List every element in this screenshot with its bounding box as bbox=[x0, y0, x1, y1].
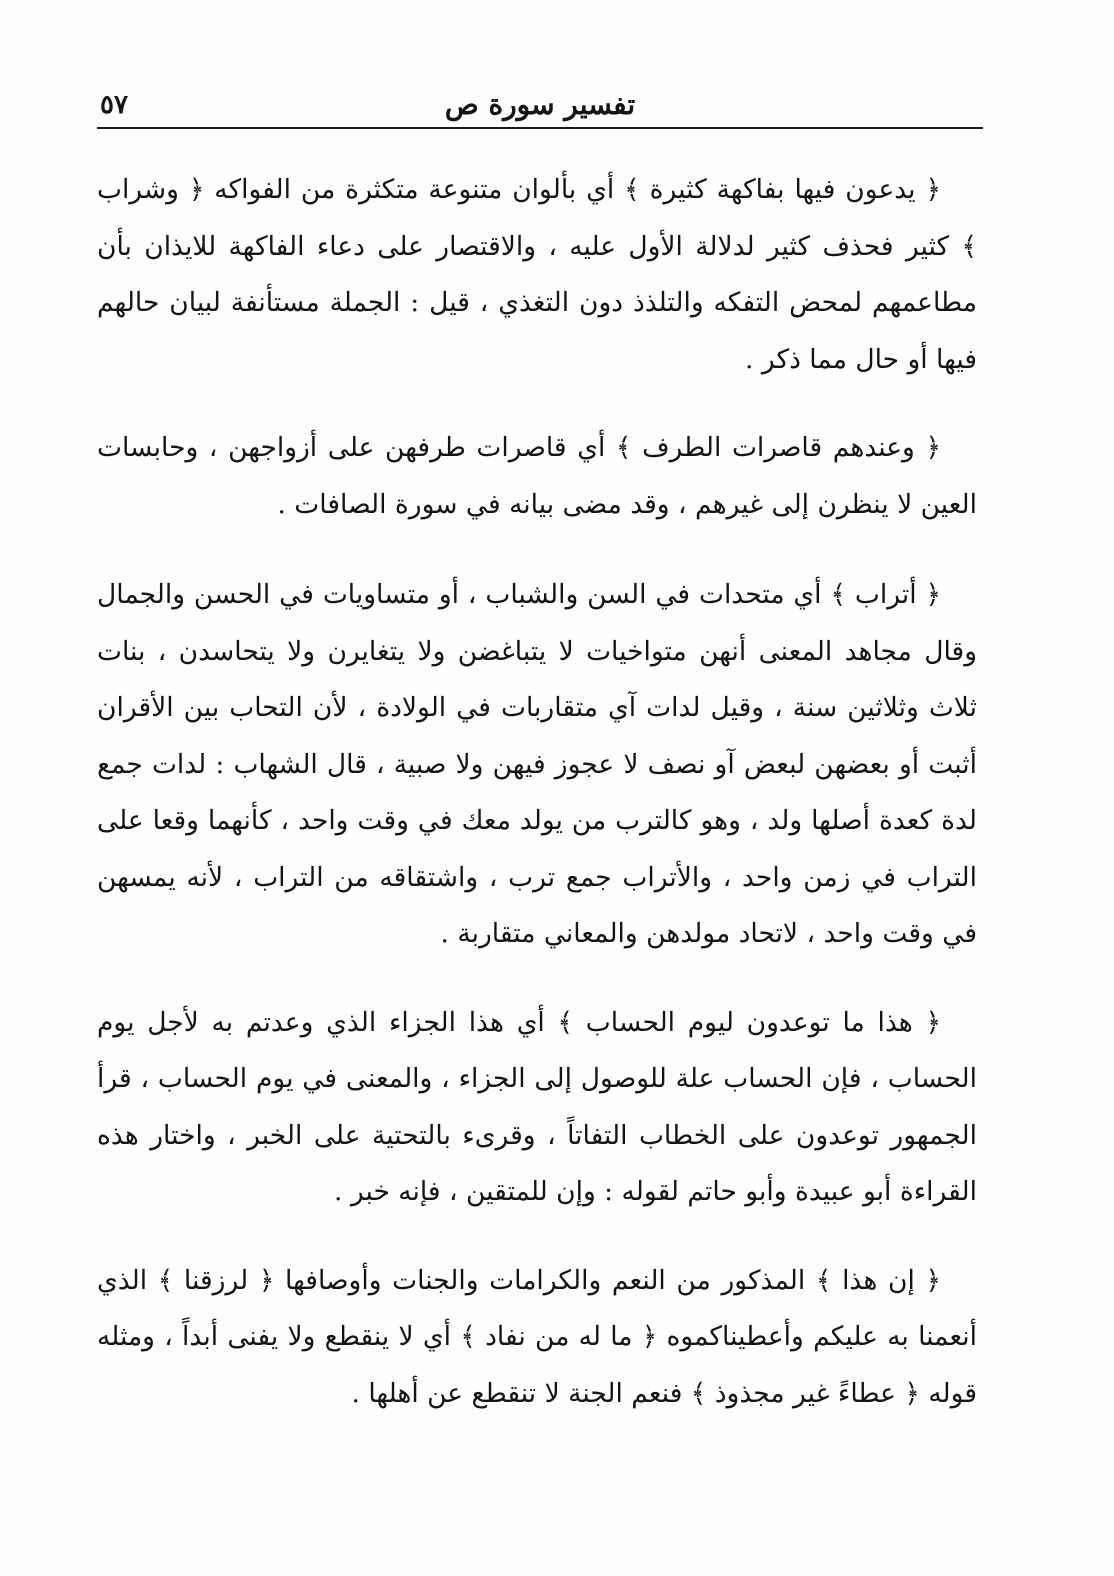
body-text bbox=[97, 162, 977, 1454]
paragraph-fruit-drink: ﴿ يدعون فيها بفاكهة كثيرة ﴾ أي بألوان متنوعة متكثرة من الفواكه ﴿ وشراب ﴾ كثير فحذف كثير لدلالة الأول عليه ، والاقتصار على دعاء الفاكهة للايذان بأن مطاعمهم لمحض التفكه والتلذذ دون التغذي ، قيل : الجملة مستأنفة لبيان حالهم فيها أو حال مما ذكر . bbox=[97, 174, 977, 375]
header-divider bbox=[97, 127, 983, 129]
page-number: ٥٧ bbox=[100, 90, 128, 120]
page-title: تفسير سورة ص bbox=[444, 88, 636, 121]
paragraph-atrab: ﴿ أتراب ﴾ أي متحدات في السن والشباب ، أو متساويات في الحسن والجمال وقال مجاهد المعنى أنهن متواخيات لا يتباغضن ولا يتغايرن ولا يتحاسدن ، بنات ثلاث وثلاثين سنة ، وقيل لدات آي متقاربات في الولادة ، لأن التحاب بين الأقران أثبت أو بعضهن لبعض آو نصف لا عجوز فيهن ولا صبية ، قال الشهاب : لدات جمع لدة كعدة أصلها ولد ، وهو كالترب من يولد معك في وقت واحد ، كأنهما وقعا على التراب في زمن واحد ، والأتراب جمع ترب ، واشتقاقه من التراب ، لأنه يمسهن في وقت واحد ، لاتحاد مولدهن والمعاني متقاربة . bbox=[97, 579, 977, 949]
paragraph-restrained-gaze: ﴿ وعندهم قاصرات الطرف ﴾ أي قاصرات طرفهن على أزواجهن ، وحابسات العين لا ينظرن إلى غيرهم ، وقد مضى بيانه في سورة الصافات . bbox=[97, 432, 977, 520]
paragraph-day-of-reckoning: ﴿ هذا ما توعدون ليوم الحساب ﴾ أي هذا الجزاء الذي وعدتم به لأجل يوم الحساب ، فإن الحساب علة للوصول إلى الجزاء ، والمعنى في يوم الحساب ، قرأ الجمهور توعدون على الخطاب التفاتاً ، وقرىء بالتحتية على الخبر ، واختار هذه القراءة أبو عبيدة وأبو حاتم لقوله : وإن للمتقين ، فإنه خبر . bbox=[97, 1006, 977, 1207]
running-head bbox=[100, 88, 980, 130]
paragraph-provision: ﴿ إن هذا ﴾ المذكور من النعم والكرامات والجنات وأوصافها ﴿ لرزقنا ﴾ الذي أنعمنا به عليكم وأعطيناكموه ﴿ ما له من نفاد ﴾ أي لا ينقطع ولا يفنى أبداً ، ومثله قوله ﴿ عطاءً غير مجذوذ ﴾ فنعم الجنة لا تنقطع عن أهلها . bbox=[97, 1264, 977, 1409]
